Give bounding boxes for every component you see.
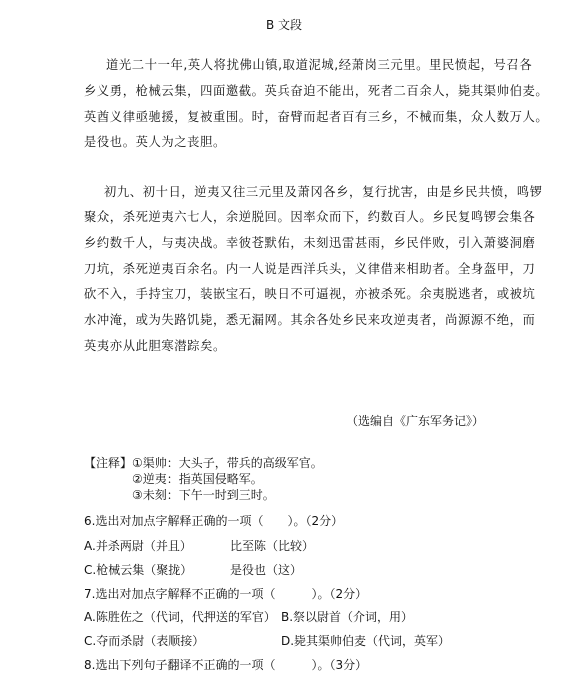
- note-item: ①渠帅：大头子，带兵的高级军官。: [132, 456, 323, 470]
- section-title: B 文段: [265, 18, 303, 32]
- note-item: ③未刻：下午一时到三时。: [132, 488, 275, 502]
- option-6c: C.枪械云集（聚拢）: [84, 563, 193, 577]
- option-7c: C.夺而杀尉（表顺接）: [84, 634, 205, 648]
- passage-line: 刀坑，杀死逆夷百余名。内一人说是西洋兵头，义律借来相助者。全身盔甲，刀: [84, 262, 536, 276]
- question-7: 7.选出对加点字解释不正确的一项（ ）。（2分）: [84, 587, 368, 601]
- passage-line: 乡义勇，枪械云集，四面邀截。英兵奋迫不能出，死者二百余人，毙其渠帅伯麦。: [84, 84, 549, 98]
- option-6d: 是役也（这）: [230, 563, 303, 577]
- option-7b: B.祭以尉首（介词，用）: [281, 610, 414, 624]
- passage-line: 砍不入，手持宝刀，装嵌宝石，映日不可逼视，亦被杀死。余夷脱逃者，或被坑: [84, 287, 536, 301]
- option-7a: A.陈胜佐之（代词，代押送的军官）: [84, 610, 276, 624]
- passage-line: 水冲淹，或为失路饥毙，悉无漏网。其余各处乡民来攻逆夷者，尚源源不绝，而: [84, 313, 536, 327]
- passage-line: 英酋义律亟驰援，复被重围。时，奋臂而起者百有三乡，不械而集，众人数万人。: [84, 110, 549, 124]
- question-6: 6.选出对加点字解释正确的一项（ ）。（2分）: [84, 514, 344, 528]
- passage-line: 乡约数千人，与夷决战。幸彼苍默佑，未刻迅雷甚雨，乡民伴败，引入萧婆洞磨: [84, 236, 536, 250]
- option-6a: A.并杀两尉（并且）: [84, 539, 192, 553]
- source-citation: （选编自《广东军务记》）: [346, 414, 485, 428]
- question-8: 8.选出下列句子翻译不正确的一项（ ）。（3分）: [84, 658, 368, 672]
- passage-line: 是役也。英人为之丧胆。: [84, 135, 226, 149]
- notes-label: 【注释】: [84, 456, 133, 470]
- option-7d: D.毙其渠帅伯麦（代词，英军）: [281, 634, 451, 648]
- option-6b: 比至陈（比较）: [230, 539, 315, 553]
- passage-line: 聚众，杀死逆夷六七人，余逆脱回。因率众而下，约数百人。乡民复鸣锣会集各: [84, 210, 536, 224]
- passage-line: 英夷亦从此胆寒潜踪矣。: [84, 339, 226, 353]
- passage-line: 初九、初十日，逆夷又往三元里及萧冈各乡，复行扰害，由是乡民共愤，鸣锣: [104, 185, 543, 199]
- note-item: ②逆夷：指英国侵略军。: [132, 472, 263, 486]
- passage-line: 道光二十一年,英人将扰佛山镇,取道泥城,经萧岗三元里。里民愤起，号召各: [106, 58, 533, 72]
